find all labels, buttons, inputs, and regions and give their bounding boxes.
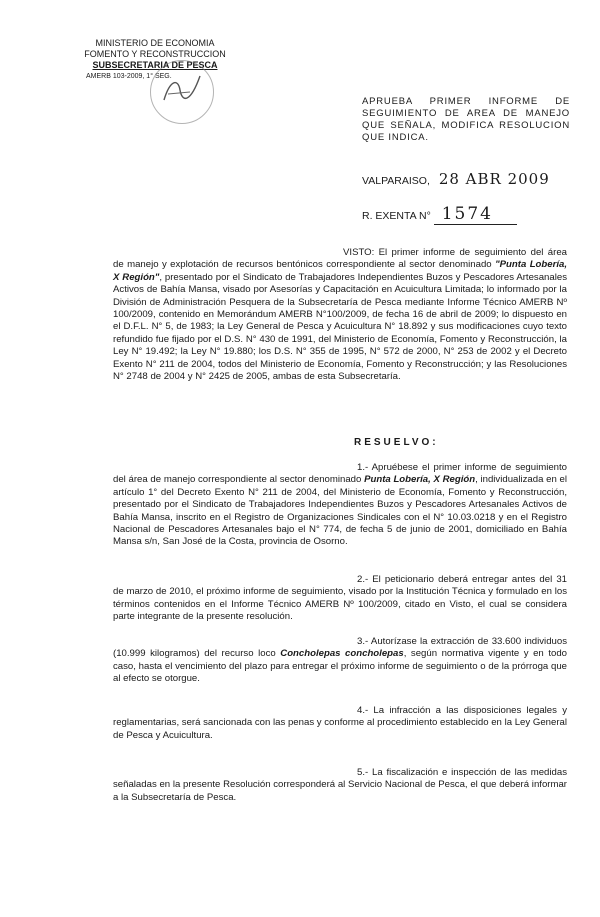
resolution-title: APRUEBA PRIMER INFORME DE SEGUIMIENTO DE AREA DE MANEJO QUE SEÑALA, MODIFICA RESOLUCION QUE INDICA. [362, 96, 570, 143]
signature-icon [160, 70, 204, 110]
item-2 [113, 574, 567, 624]
item-3-text: , según normativa vigente y en todo caso, hasta el vencimiento del plazo para entregar el próximo informe de seguimiento o de la prórroga que al efecto se otorgue. [113, 648, 567, 685]
visto-paragraph [113, 247, 567, 383]
undersecretariat-name: SUBSECRETARIA DE PESCA [92, 60, 218, 70]
file-code: AMERB 103-2009, 1° SEG. [86, 73, 172, 80]
item-4-lead: 4.- La infracción a las disposiciones legales [357, 705, 557, 716]
item-5 [113, 767, 567, 804]
item-2-lead: 2.- El peticionario deberá entregar antes del [357, 574, 553, 585]
exenta-line [362, 204, 517, 224]
item-3 [113, 636, 567, 686]
item-1 [113, 462, 567, 549]
visto-text-2: , presentado por el Sindicato de Trabajadores Independientes Buzos y Pescadores Artesanales Activos de Bahía Mansa, visado por Asesorías y Capacitación en Acuicultura Limitada; lo informado por la División de Administración Pesquera de la Subsecretaría de Pesca mediante Informe Técnico AMERB Nº 100/2009, contenido en Memorándum AMERB N°100/2009, de fecha 16 de abril de 2009; lo dispuesto en el D.F.L. N° 5, de 1983; la Ley General de Pesca y Acuicultura N° 18.892 y sus modificaciones cuyo texto refundido fue fijado por el D.S. N° 430 de 1991, del Ministerio de Economía, Fomento y Reconstrucción, la Ley N° 19.492; la Ley N° 19.880; los D.S. N° 355 de 1995, N° 572 de 2000, N° 253 de 2002 y el Decreto Exento N° 211 de 2004, todos del Ministerio de Economía, Fomento y Reconstrucción; y las Resoluciones N° 2748 de 2004 y N° 2425 de 2005, ambas de esta Subsecretaría. [113, 271, 567, 383]
visto-area-name: "Punta Lobería, X Región" [113, 259, 568, 283]
item-3-lead: 3.- Autorízase la extracción de 33.600 [357, 636, 522, 647]
item-3-pre: individuos (10.999 kilogramos) del recurso loco [113, 636, 567, 660]
item-1-text: , individualizada en el artículo 1° del Decreto Exento N° 211 de 2004, del Ministerio de Economía, Fomento y Reconstrucción, presentado por el Sindicato de Trabajadores Independientes Buzos y Pescadores Artesanales Activos de Bahía Mansa, inscrito en el Registro de Organizaciones Sindicales con el N° 10.03.0218 y en el Registro Nacional de Pescadores Artesanales bajo el N° 774, de fecha 5 de junio de 2001, domiciliado en Bahía Mansa s/n, San José de la Costa, provincia de Osorno. [113, 474, 567, 548]
visto-text-1: El primer informe de seguimiento del área de manejo y explotación de recursos bentónicos correspondiente al sector denominado [113, 247, 567, 271]
ministry-subtitle: FOMENTO Y RECONSTRUCCION [84, 49, 226, 59]
exenta-number: 1574 [434, 204, 517, 225]
date-place: VALPARAISO, [362, 175, 430, 187]
item-4-text: y reglamentarias, será sancionada con las penas y conforme al procedimiento establecido en la Ley General de Pesca y Acuicultura. [113, 705, 567, 741]
item-3-species: Concholepas concholepas [280, 648, 404, 660]
item-1-lead: 1.- Apruébese el primer informe de seguimiento del área de manejo correspondiente al sector denominado [113, 462, 567, 486]
item-4 [113, 705, 567, 742]
exenta-label: R. EXENTA N° [362, 210, 431, 222]
item-2-text: 31 de marzo de 2010, el próximo informe de seguimiento, visado por la Institución Técnica y formulado en los términos contenidos en el Informe Técnico AMERB Nº 100/2009, citado en Visto, el cual se considera parte integrante de la presente resolución. [113, 574, 567, 623]
item-5-lead: 5.- La fiscalización e inspección de las [357, 767, 527, 778]
visto-lead: VISTO: [343, 247, 375, 258]
item-5-text: medidas señaladas en la presente Resolución corresponderá al Servicio Nacional de Pesca, el que deberá informar a la Subsecretaría de Pesca. [113, 767, 567, 803]
date-value: 28 ABR 2009 [438, 170, 550, 188]
ministry-name: MINISTERIO DE ECONOMIA [95, 38, 215, 48]
item-1-area-name: Punta Lobería, X Región [364, 474, 476, 486]
resuelvo-heading: RESUELVO: [354, 437, 439, 448]
date-line [362, 170, 550, 188]
